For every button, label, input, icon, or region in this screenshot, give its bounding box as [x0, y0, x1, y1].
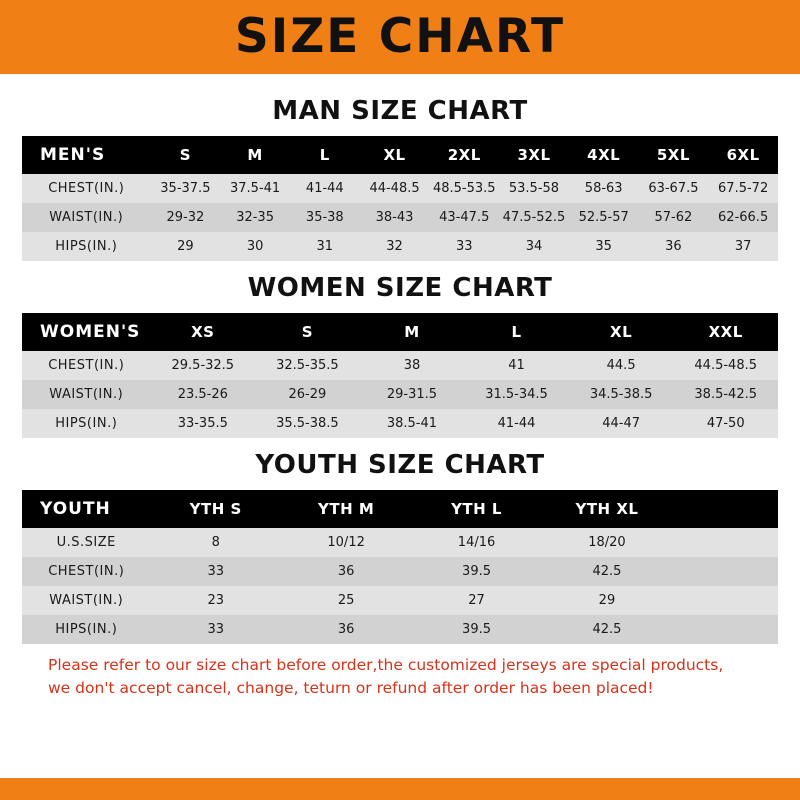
table-cell: 35.5-38.5 [255, 409, 360, 438]
youth-header-m: YTH M [281, 490, 411, 528]
table-cell: 39.5 [411, 615, 541, 644]
table-cell: 33 [429, 232, 499, 261]
table-cell: 18/20 [542, 528, 672, 557]
table-cell: 34.5-38.5 [569, 380, 674, 409]
table-cell: 44-47 [569, 409, 674, 438]
header-divider [0, 74, 800, 84]
men-header-l: L [290, 136, 360, 174]
table-row [22, 174, 778, 203]
table-row [22, 557, 778, 586]
women-header-s: S [255, 313, 360, 351]
table-cell: 33 [151, 615, 281, 644]
content-area [0, 84, 800, 778]
men-waist-label: WAIST(IN.) [22, 203, 151, 232]
table-cell: 32-35 [220, 203, 290, 232]
table-cell: 42.5 [542, 615, 672, 644]
women-table-head [22, 313, 778, 351]
men-header-m: M [220, 136, 290, 174]
youth-size-table [22, 490, 778, 644]
women-header-xl: XL [569, 313, 674, 351]
footer-note-line2: we don't accept cancel, change, teturn or refund after order has been placed! [48, 679, 654, 698]
men-header-5xl: 5XL [639, 136, 709, 174]
table-cell: 47.5-52.5 [499, 203, 569, 232]
men-hips-label: HIPS(IN.) [22, 232, 151, 261]
table-cell: 27 [411, 586, 541, 615]
men-header-xl: XL [360, 136, 430, 174]
table-cell: 44.5-48.5 [673, 351, 778, 380]
table-cell-spacer [672, 557, 778, 586]
men-header-4xl: 4XL [569, 136, 639, 174]
women-header-xs: XS [151, 313, 256, 351]
table-cell: 33-35.5 [151, 409, 256, 438]
table-cell: 38.5-41 [360, 409, 465, 438]
youth-ussize-label: U.S.SIZE [22, 528, 151, 557]
table-row [22, 380, 778, 409]
table-cell: 39.5 [411, 557, 541, 586]
women-chest-label: CHEST(IN.) [22, 351, 151, 380]
table-cell: 34 [499, 232, 569, 261]
section-title-youth: YOUTH SIZE CHART [255, 450, 545, 480]
table-cell: 63-67.5 [639, 174, 709, 203]
table-row [22, 203, 778, 232]
youth-header-label: YOUTH [22, 490, 151, 528]
table-cell: 38.5-42.5 [673, 380, 778, 409]
table-row [22, 615, 778, 644]
men-header-2xl: 2XL [429, 136, 499, 174]
table-cell: 29 [542, 586, 672, 615]
table-cell: 41-44 [464, 409, 569, 438]
table-cell: 38-43 [360, 203, 430, 232]
table-cell: 36 [639, 232, 709, 261]
table-cell: 35-38 [290, 203, 360, 232]
table-cell: 8 [151, 528, 281, 557]
table-cell: 29-32 [151, 203, 221, 232]
table-cell-spacer [672, 615, 778, 644]
footer-note [22, 644, 778, 701]
youth-header-xl: YTH XL [542, 490, 672, 528]
youth-hips-label: HIPS(IN.) [22, 615, 151, 644]
table-cell: 57-62 [639, 203, 709, 232]
youth-table-head [22, 490, 778, 528]
table-cell: 37 [708, 232, 778, 261]
youth-header-spacer [672, 490, 778, 528]
table-row [22, 232, 778, 261]
table-cell: 48.5-53.5 [429, 174, 499, 203]
table-cell: 25 [281, 586, 411, 615]
women-header-m: M [360, 313, 465, 351]
table-cell: 36 [281, 557, 411, 586]
women-size-table [22, 313, 778, 438]
table-cell: 43-47.5 [429, 203, 499, 232]
table-cell: 35 [569, 232, 639, 261]
women-table-body [22, 351, 778, 438]
youth-chest-label: CHEST(IN.) [22, 557, 151, 586]
table-cell: 62-66.5 [708, 203, 778, 232]
table-cell: 31 [290, 232, 360, 261]
table-cell: 44.5 [569, 351, 674, 380]
table-cell: 37.5-41 [220, 174, 290, 203]
table-cell: 10/12 [281, 528, 411, 557]
women-header-label: WOMEN'S [22, 313, 151, 351]
footer-note-line1: Please refer to our size chart before order,the customized jerseys are special products, [48, 656, 724, 674]
table-cell: 29-31.5 [360, 380, 465, 409]
table-cell: 47-50 [673, 409, 778, 438]
youth-waist-label: WAIST(IN.) [22, 586, 151, 615]
men-header-s: S [151, 136, 221, 174]
men-header-label: MEN'S [22, 136, 151, 174]
table-row [22, 586, 778, 615]
table-cell: 30 [220, 232, 290, 261]
table-cell: 26-29 [255, 380, 360, 409]
table-cell: 33 [151, 557, 281, 586]
women-hips-label: HIPS(IN.) [22, 409, 151, 438]
youth-table-body [22, 528, 778, 644]
header-band [0, 0, 800, 74]
table-row [22, 528, 778, 557]
table-header-row [22, 136, 778, 174]
table-cell-spacer [672, 586, 778, 615]
men-header-3xl: 3XL [499, 136, 569, 174]
table-cell: 29.5-32.5 [151, 351, 256, 380]
table-cell: 36 [281, 615, 411, 644]
table-cell: 35-37.5 [151, 174, 221, 203]
table-cell: 58-63 [569, 174, 639, 203]
men-size-table [22, 136, 778, 261]
women-waist-label: WAIST(IN.) [22, 380, 151, 409]
table-row [22, 409, 778, 438]
youth-header-l: YTH L [411, 490, 541, 528]
table-cell: 67.5-72 [708, 174, 778, 203]
men-chest-label: CHEST(IN.) [22, 174, 151, 203]
table-cell: 41 [464, 351, 569, 380]
youth-header-s: YTH S [151, 490, 281, 528]
table-header-row [22, 313, 778, 351]
table-row [22, 351, 778, 380]
table-cell: 23.5-26 [151, 380, 256, 409]
men-table-head [22, 136, 778, 174]
women-header-xxl: XXL [673, 313, 778, 351]
women-header-l: L [464, 313, 569, 351]
table-cell-spacer [672, 528, 778, 557]
table-cell: 14/16 [411, 528, 541, 557]
bottom-band [0, 778, 800, 800]
table-cell: 32 [360, 232, 430, 261]
table-cell: 44-48.5 [360, 174, 430, 203]
table-cell: 32.5-35.5 [255, 351, 360, 380]
table-cell: 23 [151, 586, 281, 615]
table-header-row [22, 490, 778, 528]
table-cell: 41-44 [290, 174, 360, 203]
section-title-men: MAN SIZE CHART [272, 96, 528, 126]
table-cell: 29 [151, 232, 221, 261]
men-header-6xl: 6XL [708, 136, 778, 174]
table-cell: 31.5-34.5 [464, 380, 569, 409]
table-cell: 38 [360, 351, 465, 380]
page-title: SIZE CHART [234, 8, 566, 64]
table-cell: 53.5-58 [499, 174, 569, 203]
table-cell: 52.5-57 [569, 203, 639, 232]
section-title-women: WOMEN SIZE CHART [247, 273, 553, 303]
table-cell: 42.5 [542, 557, 672, 586]
men-table-body [22, 174, 778, 261]
